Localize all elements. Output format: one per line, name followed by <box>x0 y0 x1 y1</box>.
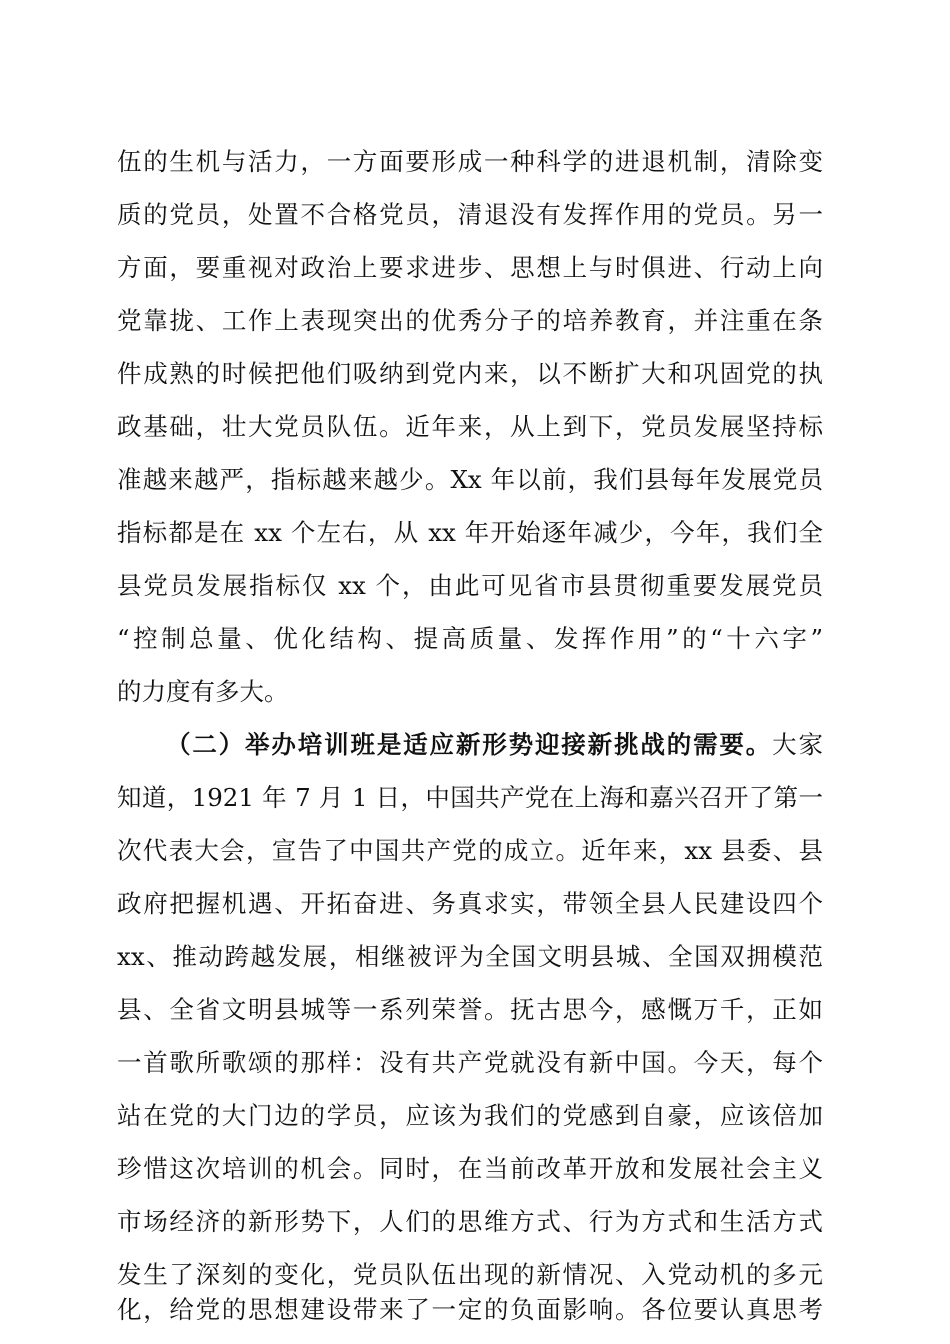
text-line: 一首歌所歌颂的那样：没有共产党就没有新中国。今天，每个 <box>117 1048 823 1077</box>
text-line: 珍惜这次培训的机会。同时，在当前改革开放和发展社会主义 <box>117 1154 823 1183</box>
text-line: 质的党员，处置不合格党员，清退没有发挥作用的党员。另一 <box>117 200 823 229</box>
text-line: “控制总量、优化结构、提高质量、发挥作用”的“十六字” <box>117 624 823 653</box>
text-line: 次代表大会，宣告了中国共产党的成立。近年来，xx 县委、县 <box>117 836 823 865</box>
text-line: xx、推动跨越发展，相继被评为全国文明县城、全国双拥模范 <box>117 942 823 971</box>
text-line: 方面，要重视对政治上要求进步、思想上与时俱进、行动上向 <box>117 253 823 282</box>
text-line: 发生了深刻的变化，党员队伍出现的新情况、入党动机的多元 <box>117 1260 823 1289</box>
text-line: 政基础，壮大党员队伍。近年来，从上到下，党员发展坚持标 <box>117 412 823 441</box>
text-line: 市场经济的新形势下，人们的思维方式、行为方式和生活方式 <box>117 1207 823 1236</box>
text-line: 党靠拢、工作上表现突出的优秀分子的培养教育，并注重在条 <box>117 306 823 335</box>
heading-line-rest: 大家 <box>772 730 824 759</box>
text-line: 站在党的大门边的学员，应该为我们的党感到自豪，应该倍加 <box>117 1101 823 1130</box>
text-line: 指标都是在 xx 个左右，从 xx 年开始逐年减少，今年，我们全 <box>117 518 823 547</box>
text-line: 知道，1921 年 7 月 1 日，中国共产党在上海和嘉兴召开了第一 <box>117 783 823 812</box>
text-line: 县党员发展指标仅 xx 个，由此可见省市县贯彻重要发展党员 <box>117 571 823 600</box>
text-line: 的力度有多大。 <box>117 677 289 706</box>
text-line: 政府把握机遇、开拓奋进、务真求实，带领全县人民建设四个 <box>117 889 823 918</box>
paragraph-heading-line <box>166 725 823 765</box>
text-line: 化，给党的思想建设带来了一定的负面影响。各位要认真思考 <box>117 1295 823 1324</box>
text-line: 件成熟的时候把他们吸纳到党内来，以不断扩大和巩固党的执 <box>117 359 823 388</box>
text-line: 伍的生机与活力，一方面要形成一种科学的进退机制，清除变 <box>117 147 823 176</box>
section-heading: （二）举办培训班是适应新形势迎接新挑战的需要。 <box>166 730 773 759</box>
text-line: 县、全省文明县城等一系列荣誉。抚古思今，感慨万千，正如 <box>117 995 823 1024</box>
text-line: 准越来越严，指标越来越少。Xx 年以前，我们县每年发展党员 <box>117 465 823 494</box>
